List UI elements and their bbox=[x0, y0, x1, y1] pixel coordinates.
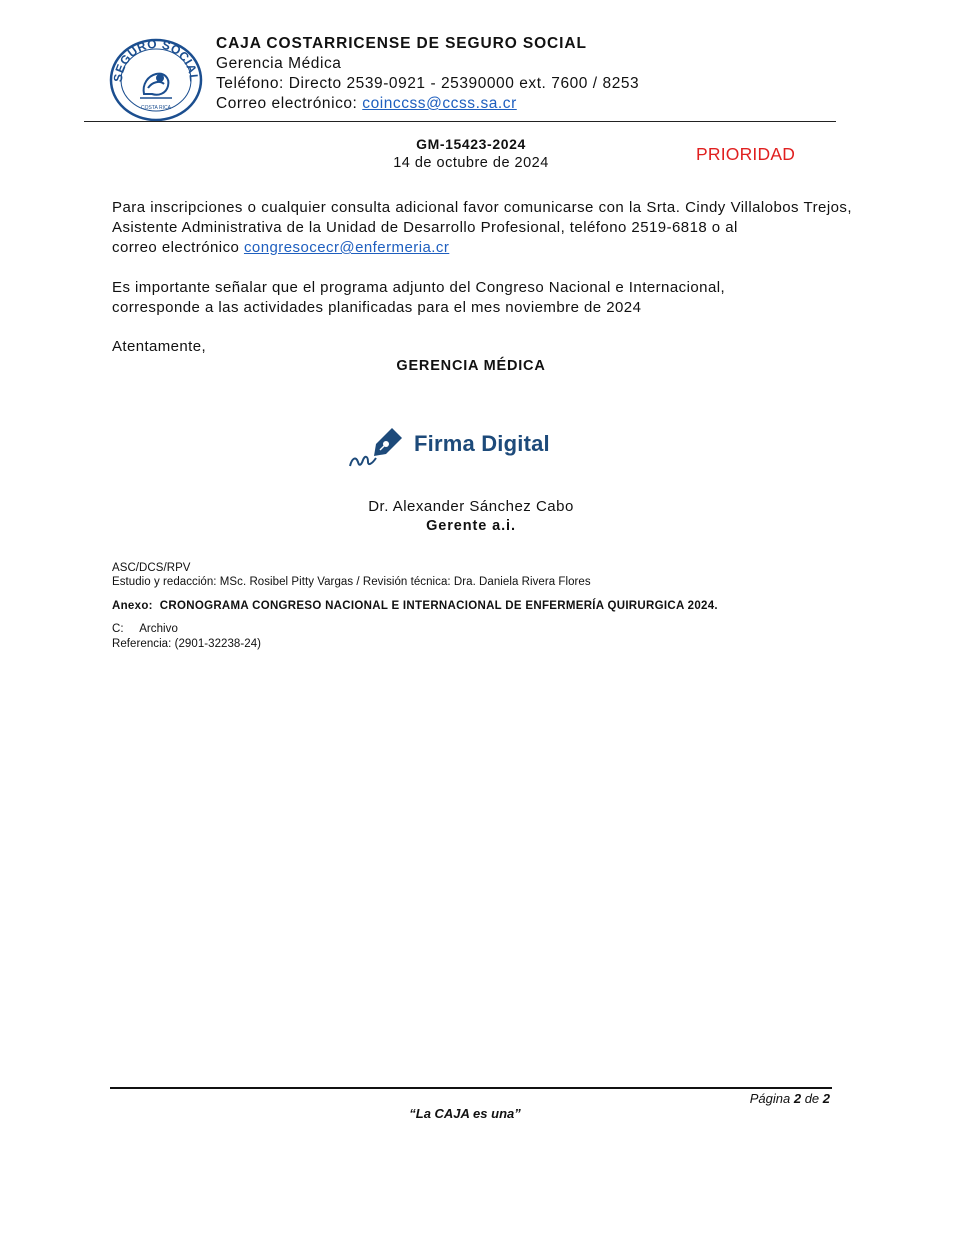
annex-line bbox=[112, 599, 718, 613]
logo-subtext: COSTA RICA bbox=[141, 105, 171, 111]
initials: ASC/DCS/RPV bbox=[112, 562, 191, 574]
signing-department: GERENCIA MÉDICA bbox=[396, 358, 546, 374]
page-of: de bbox=[801, 1091, 823, 1106]
page-current: 2 bbox=[793, 1091, 802, 1106]
header-divider bbox=[84, 121, 836, 122]
department-name: Gerencia Médica bbox=[216, 55, 342, 72]
paragraph-contact-text: Para inscripciones o cualquier consulta adicional favor comunicarse con la Srta. Cindy Villalobos Trejos, Asistente Administrativa de la Unidad de Desarrollo Profesional, teléfono 2519-6818 o al bbox=[112, 199, 852, 236]
copy-label: C: bbox=[112, 623, 124, 635]
paragraph-program-text: Es importante señalar que el programa adjunto del Congreso Nacional e Internacional, bbox=[112, 279, 726, 296]
drafting-credits: Estudio y redacción: MSc. Rosibel Pitty Vargas / Revisión técnica: Dra. Daniela Rivera Flores bbox=[112, 576, 591, 588]
page-total: 2 bbox=[822, 1091, 830, 1106]
page-number bbox=[600, 1091, 830, 1106]
document-date: 14 de octubre de 2024 bbox=[393, 155, 549, 171]
copy-value: Archivo bbox=[139, 623, 178, 635]
paragraph-program bbox=[112, 278, 852, 318]
priority-label: PRIORIDAD bbox=[696, 144, 796, 164]
closing-greeting: Atentamente, bbox=[112, 338, 207, 355]
copy-line bbox=[112, 622, 178, 636]
footer-divider bbox=[110, 1087, 832, 1089]
paragraph-contact bbox=[112, 198, 852, 258]
email-line bbox=[216, 94, 517, 114]
paragraph-contact-tail: correo electrónico bbox=[112, 239, 244, 256]
digital-signature-text: Firma Digital bbox=[414, 431, 550, 456]
header-email-link[interactable]: coinccss@ccss.sa.cr bbox=[362, 95, 517, 112]
ccss-logo bbox=[108, 38, 204, 122]
page-prefix: Página bbox=[749, 1091, 794, 1106]
signer-name: Dr. Alexander Sánchez Cabo bbox=[368, 498, 574, 515]
paragraph-program-tail: corresponde a las actividades planificadas para el mes noviembre de 2024 bbox=[112, 299, 642, 316]
email-label: Correo electrónico: bbox=[216, 95, 363, 112]
footer-motto: “La CAJA es una” bbox=[409, 1106, 521, 1121]
logo-text: SEGURO SOCIAL bbox=[110, 38, 202, 83]
institution-name: CAJA COSTARRICENSE DE SEGURO SOCIAL bbox=[216, 35, 587, 52]
annex-label: Anexo: bbox=[112, 600, 153, 612]
reference-line: Referencia: (2901-32238-24) bbox=[112, 638, 262, 650]
annex-text: CRONOGRAMA CONGRESO NACIONAL E INTERNACIONAL DE ENFERMERÍA QUIRURGICA 2024. bbox=[159, 600, 718, 612]
phone-line: Teléfono: Directo 2539-0921 - 25390000 ext. 7600 / 8253 bbox=[216, 75, 640, 92]
signer-role: Gerente a.i. bbox=[426, 518, 516, 534]
reference-number: GM-15423-2024 bbox=[416, 136, 526, 152]
contact-email-link[interactable]: congresocecr@enfermeria.cr bbox=[243, 239, 450, 256]
digital-signature-icon bbox=[346, 422, 408, 470]
